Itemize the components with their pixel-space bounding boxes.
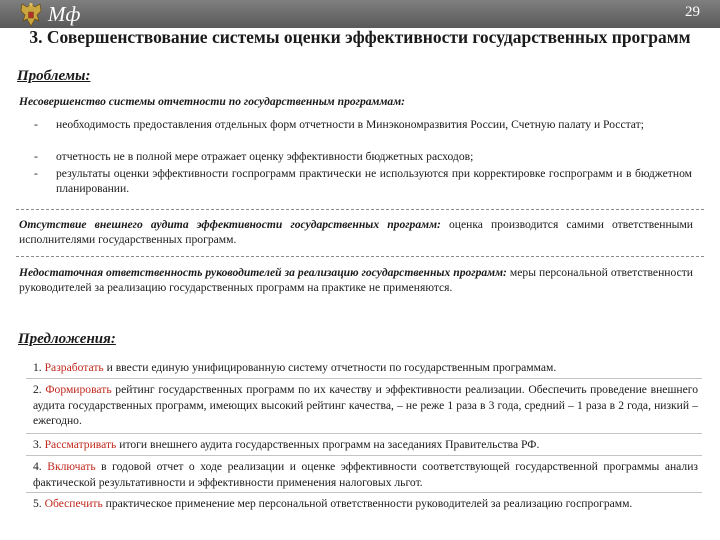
proposal-item: 1. Разработать и ввести единую унифицированную систему отчетности по государственным программам.: [33, 361, 557, 374]
proposal-verb: Включать: [47, 460, 96, 473]
proposal-item: 3. Рассматривать итоги внешнего аудита государственных программ на заседаниях Правительства РФ.: [33, 438, 540, 451]
proposal-verb: Рассматривать: [44, 438, 117, 451]
page-number: 29: [685, 4, 700, 20]
problem-1-item: отчетность не в полной мере отражает оценку эффективности бюджетных расходов;: [56, 150, 474, 163]
divider: [16, 256, 704, 257]
divider: [26, 378, 702, 379]
proposal-item: 4. Включать в годовой отчет о ходе реализации и оценке эффективности соответствующей государственной программы анализ фактической результативности и эффективности применения налоговых льгот.: [33, 460, 698, 489]
problem-1-item: результаты оценки эффективности госпрограмм практически не используются при корректировке госпрограмм и в бюджетном планировании.: [56, 167, 692, 195]
bullet-marker: -: [34, 150, 38, 163]
divider: [26, 492, 702, 493]
header-bar: [0, 0, 720, 28]
problem-1-heading: Несовершенство системы отчетности по государственным программам:: [19, 95, 406, 108]
proposal-item: 2. Формировать рейтинг государственных программ по их качеству и эффективности реализации. Обеспечить проведение внешнего аудита государственных программ, имеющих высокий рейтинг качества, – не реже 1 раза в 3 года, средний – 1 раза в 2 года, низкий – ежегодно.: [33, 383, 698, 427]
divider: [16, 209, 704, 210]
problem-2-paragraph: [19, 217, 693, 247]
problem-2-text: оценка производится самими ответственными исполнителями государственных программ.: [19, 218, 693, 246]
proposals-heading: Предложения:: [18, 331, 116, 347]
problem-2-heading: Отсутствие внешнего аудита эффективности государственных программ:: [19, 218, 441, 231]
problem-3-text: меры персональной ответственности руководителей за реализацию государственных программ на практике не применяются.: [19, 266, 693, 294]
divider: [26, 455, 702, 456]
proposal-item: 5. Обеспечить практическое применение мер персональной ответственности руководителей за реализацию госпрограмм.: [33, 497, 633, 510]
slide-title: 3. Совершенствование системы оценки эффективности государственных программ: [29, 27, 691, 47]
proposal-verb: Обеспечить: [44, 497, 103, 510]
coat-of-arms-icon: [18, 1, 44, 29]
problem-3-heading: Недостаточная ответственность руководителей за реализацию государственных программ:: [19, 266, 507, 279]
proposal-verb: Разработать: [44, 361, 104, 374]
problem-3-paragraph: [19, 265, 693, 295]
divider: [26, 433, 702, 434]
bullet-marker: -: [34, 118, 38, 131]
bullet-marker: -: [34, 167, 38, 180]
proposal-verb: Формировать: [45, 383, 112, 396]
problem-1-item: необходимость предоставления отдельных форм отчетности в Минэкономразвития России, Счетную палату и Росстат;: [56, 118, 644, 131]
ministry-logo-text: Мф: [48, 2, 81, 26]
problems-heading: Проблемы:: [17, 68, 91, 84]
